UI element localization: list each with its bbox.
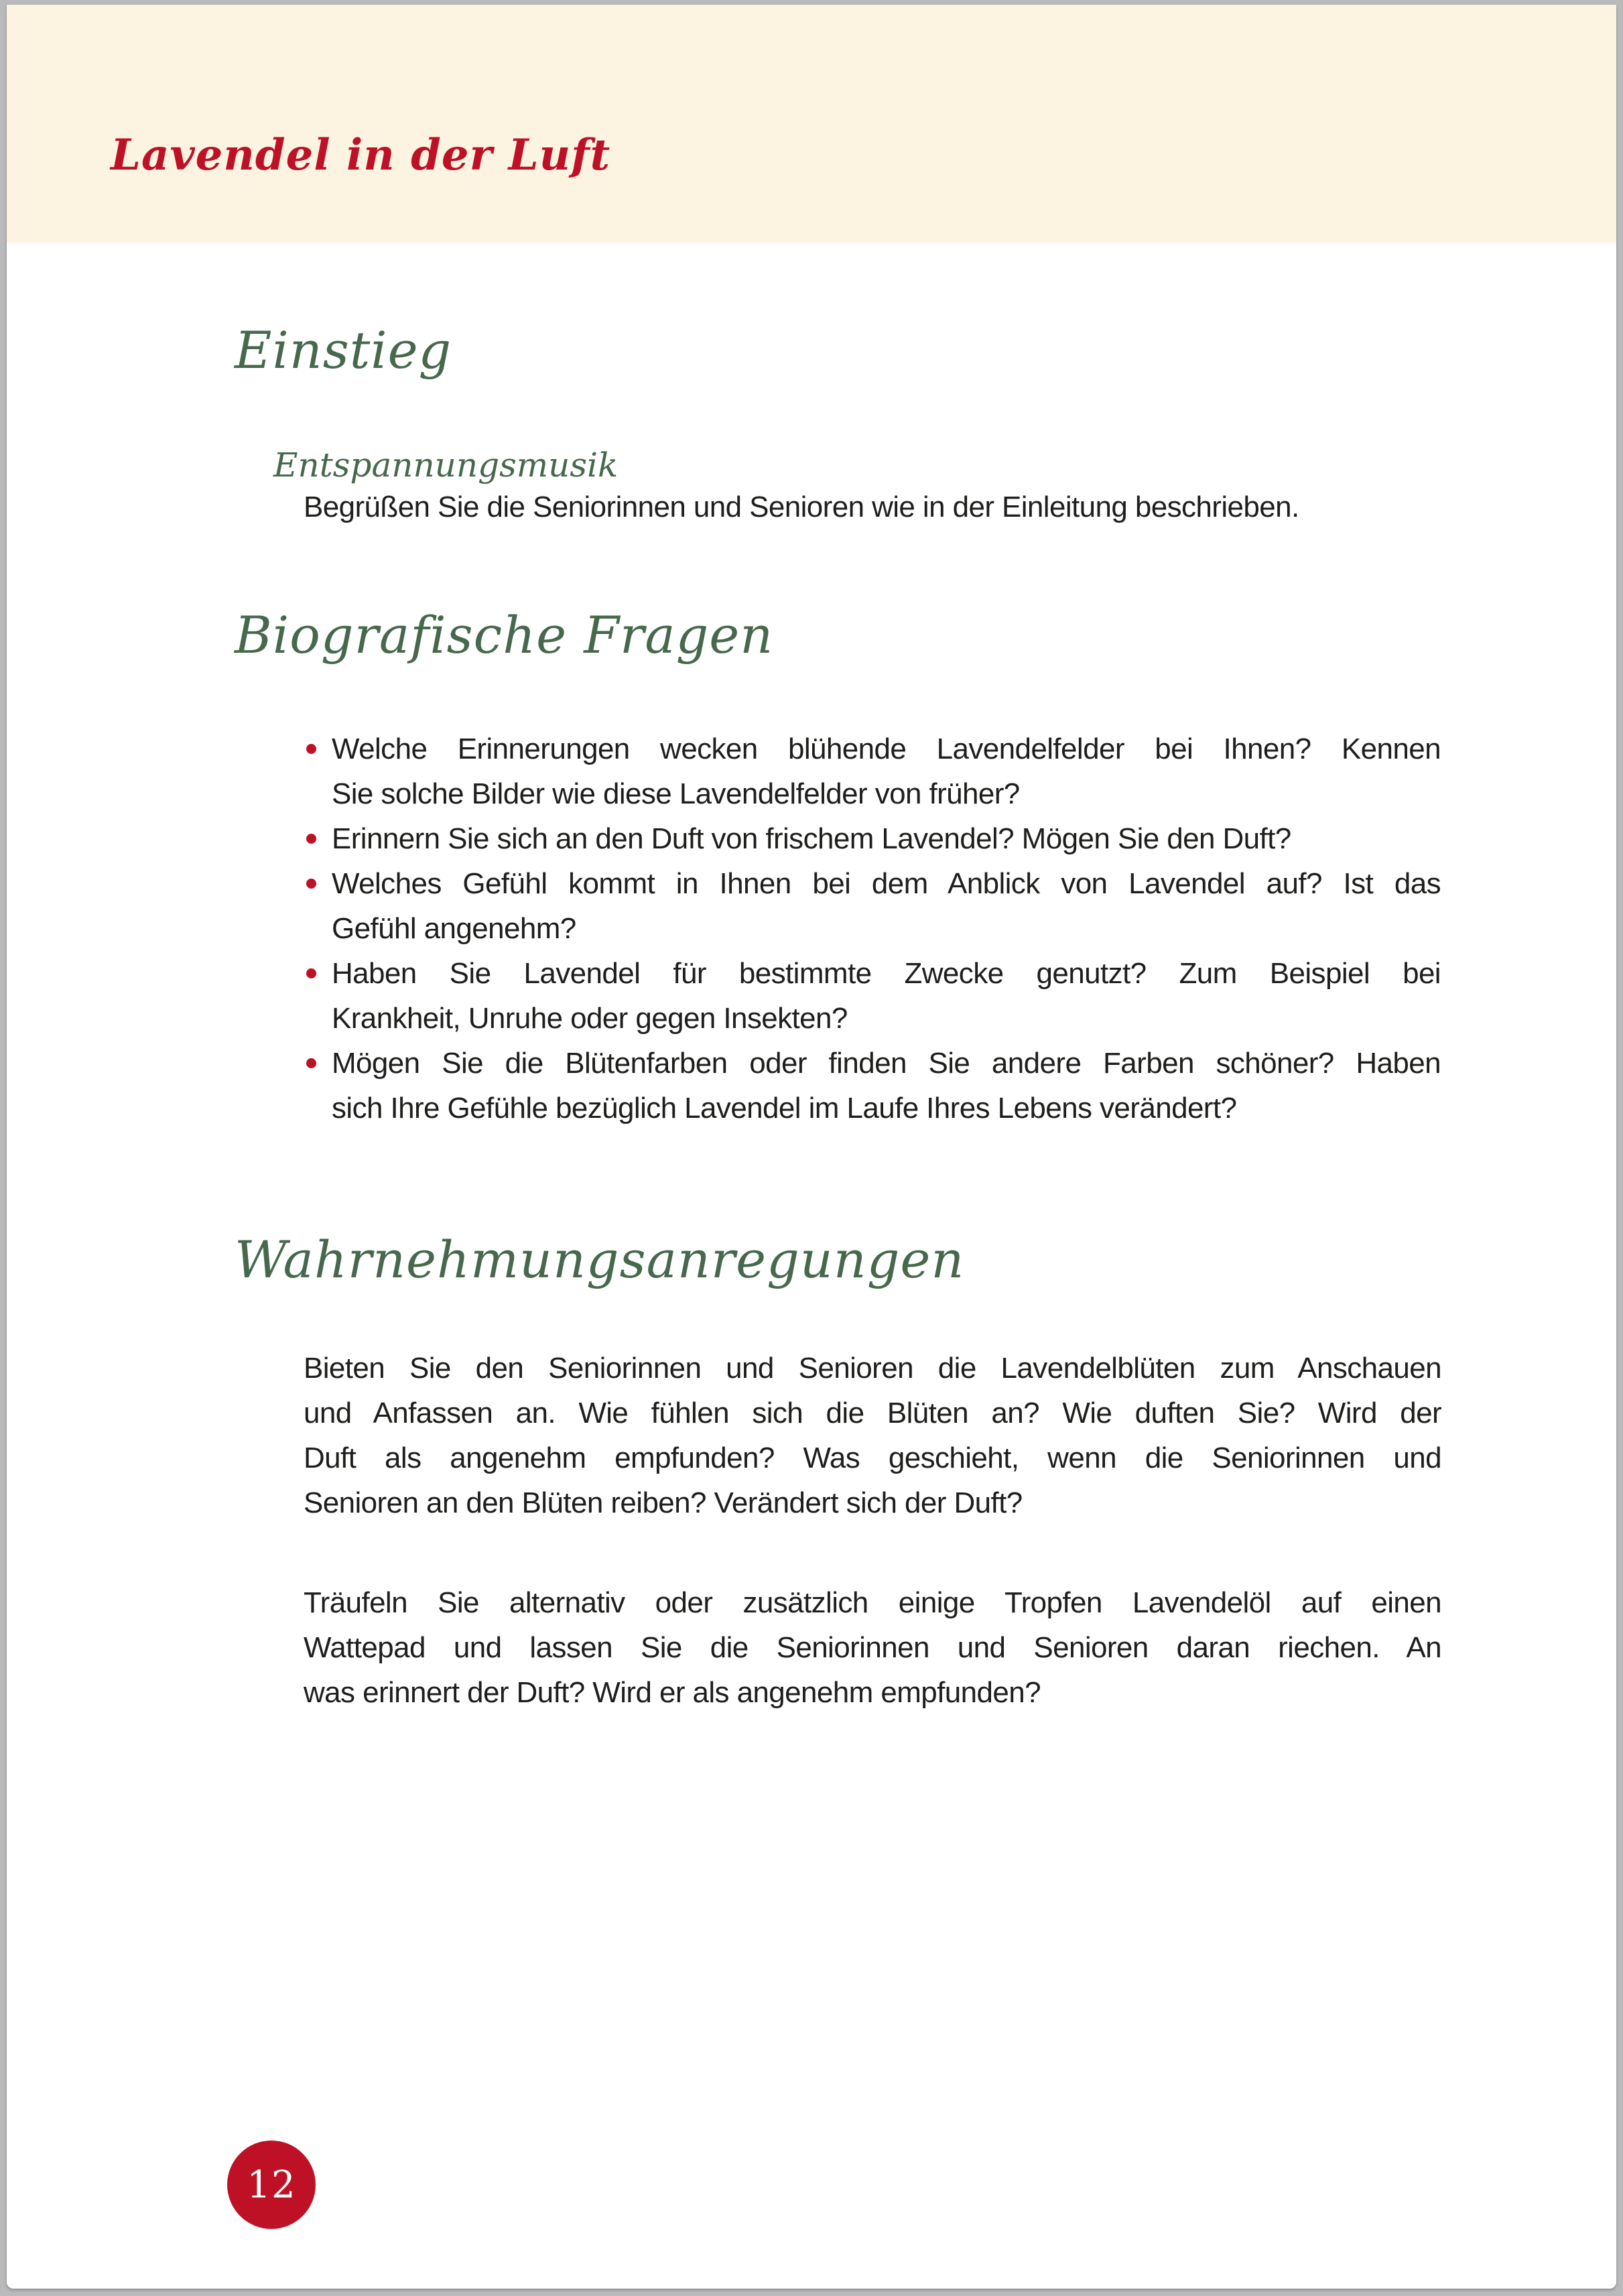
paragraph-line: was erinnert der Duft? Wird er als angenehm empfunden? bbox=[304, 1676, 1041, 1709]
list-item-line: Mögen Sie die Blütenfarben oder finden Sie andere Farben schöner? Haben bbox=[332, 1047, 1441, 1080]
subsection-heading-entspannungsmusik: Entspannungsmusik bbox=[273, 446, 619, 485]
document-page bbox=[7, 5, 1616, 2289]
list-item-line: sich Ihre Gefühle bezüglich Lavendel im Laufe Ihres Lebens verändert? bbox=[332, 1092, 1237, 1125]
list-item bbox=[332, 1041, 1441, 1131]
bullet-icon bbox=[306, 744, 316, 754]
paragraph-line: Bieten Sie den Seniorinnen und Senioren die Lavendelblüten zum Anschauen bbox=[304, 1352, 1441, 1385]
list-item bbox=[332, 726, 1441, 816]
list-item-line: Welches Gefühl kommt in Ihnen bei dem Anblick von Lavendel auf? Ist das bbox=[332, 867, 1441, 900]
paragraph-line: Duft als angenehm empfunden? Was geschieht, wenn die Seniorinnen und bbox=[304, 1442, 1441, 1474]
list-item-line: Haben Sie Lavendel für bestimmte Zwecke genutzt? Zum Beispiel bei bbox=[332, 957, 1441, 990]
paragraph-line: Wattepad und lassen Sie die Seniorinnen und Senioren daran riechen. An bbox=[304, 1631, 1441, 1664]
list-item-line: Krankheit, Unruhe oder gegen Insekten? bbox=[332, 1002, 848, 1035]
bullet-icon bbox=[306, 968, 316, 978]
list-item-line: Sie solche Bilder wie diese Lavendelfelder von früher? bbox=[332, 777, 1020, 810]
paragraph bbox=[304, 1580, 1441, 1715]
header-band bbox=[7, 5, 1616, 243]
bullet-icon bbox=[306, 879, 316, 889]
list-item bbox=[332, 861, 1441, 951]
list-item-line: Erinnern Sie sich an den Duft von frischem Lavendel? Mögen Sie den Duft? bbox=[332, 822, 1291, 855]
section-heading-wahrnehmungsanregungen: Wahrnehmungsanregungen bbox=[235, 1230, 965, 1289]
paragraph bbox=[304, 1346, 1441, 1525]
paragraph-line: Senioren an den Blüten reiben? Verändert sich der Duft? bbox=[304, 1486, 1023, 1519]
list-item-line: Gefühl angenehm? bbox=[332, 912, 576, 945]
question-list bbox=[332, 726, 1441, 1131]
chapter-title: Lavendel in der Luft bbox=[111, 130, 611, 180]
paragraph-line: Träufeln Sie alternativ oder zusätzlich einige Tropfen Lavendelöl auf einen bbox=[304, 1586, 1441, 1619]
bullet-icon bbox=[306, 834, 316, 844]
list-item bbox=[332, 951, 1441, 1041]
page-number-badge bbox=[227, 2141, 316, 2229]
page-number: 12 bbox=[247, 2163, 296, 2207]
list-item-line: Welche Erinnerungen wecken blühende Lavendelfelder bei Ihnen? Kennen bbox=[332, 732, 1441, 765]
intro-text: Begrüßen Sie die Seniorinnen und Senioren wie in der Einleitung beschrieben. bbox=[304, 491, 1299, 523]
section-heading-einstieg: Einstieg bbox=[235, 320, 452, 380]
list-item bbox=[332, 816, 1441, 861]
paragraph-line: und Anfassen an. Wie fühlen sich die Blüten an? Wie duften Sie? Wird der bbox=[304, 1397, 1441, 1429]
section-heading-biografische-fragen: Biografische Fragen bbox=[235, 605, 774, 665]
bullet-icon bbox=[306, 1058, 316, 1068]
